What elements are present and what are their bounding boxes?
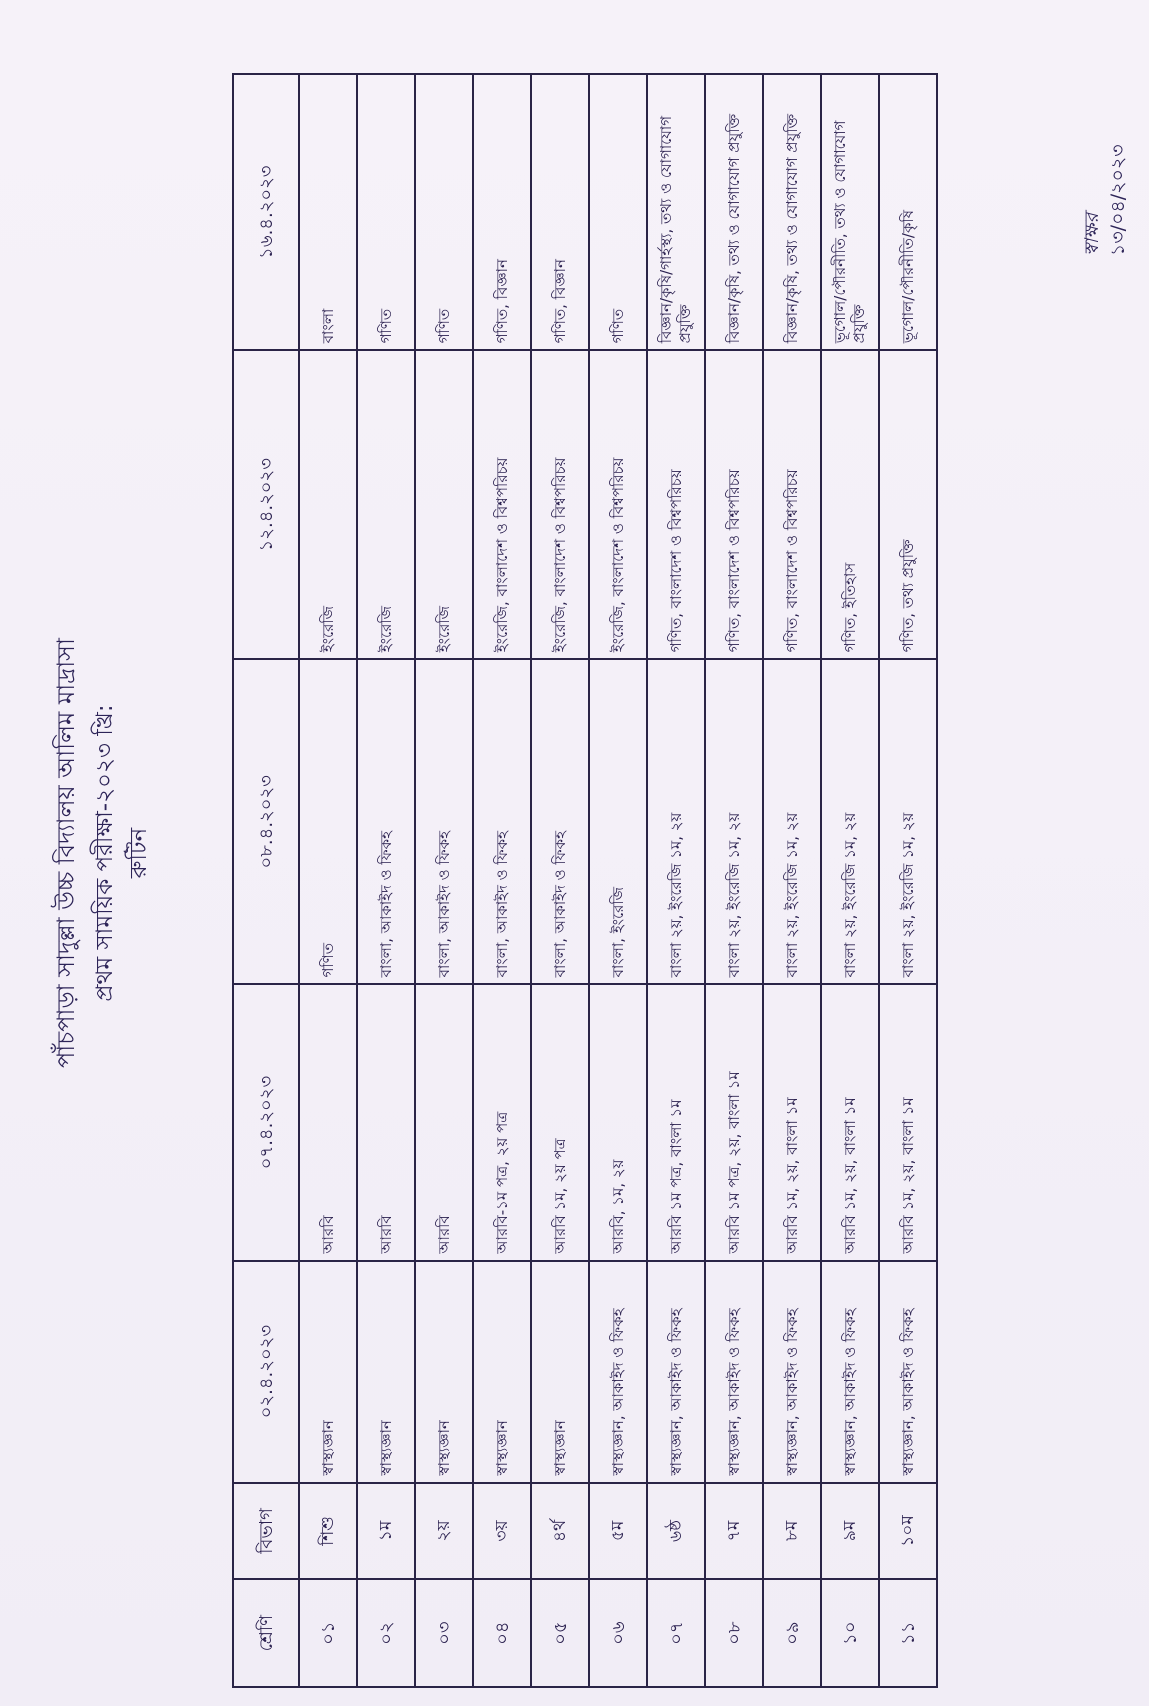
table-cell: ইংরেজি, বাংলাদেশ ও বিশ্বপরিচয় xyxy=(473,350,531,659)
table-cell: ইংরেজি, বাংলাদেশ ও বিশ্বপরিচয় xyxy=(589,350,647,659)
table-cell: আরবি ১ম পত্র, বাংলা ১ম xyxy=(647,984,705,1260)
table-cell: আরবি xyxy=(415,984,473,1260)
column-header: ১২.৪.২০২৩ xyxy=(233,350,299,659)
table-cell: ৯ম xyxy=(821,1483,879,1580)
table-cell: গণিত xyxy=(589,74,647,350)
table-cell: বাংলা ২য়, ইংরেজি ১ম, ২য় xyxy=(705,659,763,984)
table-cell: বাংলা, আকাইদ ও ফিকহ xyxy=(531,659,589,984)
table-cell: গণিত, বাংলাদেশ ও বিশ্বপরিচয় xyxy=(763,350,821,659)
table-cell: ৫ম xyxy=(589,1483,647,1580)
table-cell: ০৮ xyxy=(705,1579,763,1687)
table-cell: স্বাস্থ্যজ্ঞান xyxy=(531,1261,589,1483)
table-cell: ১০ xyxy=(821,1579,879,1687)
table-cell: স্বাস্থ্যজ্ঞান, আকাইদ ও ফিকহ xyxy=(705,1261,763,1483)
table-cell: বাংলা ২য়, ইংরেজি ১ম, ২য় xyxy=(821,659,879,984)
table-cell: আরবি ১ম, ২য়, বাংলা ১ম xyxy=(821,984,879,1260)
table-cell: ০৭ xyxy=(647,1579,705,1687)
table-header-row xyxy=(233,74,299,1687)
column-header: বিভাগ xyxy=(233,1483,299,1580)
table-cell: ইংরেজি xyxy=(415,350,473,659)
table-row xyxy=(415,74,473,1687)
table-row xyxy=(763,74,821,1687)
table-row xyxy=(705,74,763,1687)
table-cell: স্বাস্থ্যজ্ঞান, আকাইদ ও ফিকহ xyxy=(821,1261,879,1483)
table-row xyxy=(821,74,879,1687)
exam-routine-table xyxy=(232,73,938,1688)
table-row xyxy=(589,74,647,1687)
table-cell: ১০ম xyxy=(879,1483,937,1580)
table-cell: আরবি ১ম, ২য়, বাংলা ১ম xyxy=(879,984,937,1260)
table-cell: গণিত, বিজ্ঞান xyxy=(473,74,531,350)
table-cell: আরবি ১ম পত্র, ২য়, বাংলা ১ম xyxy=(705,984,763,1260)
document-title: পাঁচপাড়া সাদুল্লা উচ্চ বিদ্যালয় আলিম মাদ্রাসা xyxy=(52,638,80,1068)
table-cell: গণিত xyxy=(357,74,415,350)
table-cell: বাংলা, আকাইদ ও ফিকহ xyxy=(357,659,415,984)
table-cell: ০৪ xyxy=(473,1579,531,1687)
table-cell: বাংলা ২য়, ইংরেজি ১ম, ২য় xyxy=(879,659,937,984)
table-cell: বাংলা, ইংরেজি xyxy=(589,659,647,984)
table-cell: স্বাস্থ্যজ্ঞান xyxy=(357,1261,415,1483)
table-cell: আরবি-১ম পত্র, ২য় পত্র xyxy=(473,984,531,1260)
column-header: ০৭.৪.২০২৩ xyxy=(233,984,299,1260)
table-cell: ৬ষ্ঠ xyxy=(647,1483,705,1580)
table-cell: বিজ্ঞান/কৃষি, তথ্য ও যোগাযোগ প্রযুক্তি xyxy=(705,74,763,350)
table-cell: আরবি, ১ম, ২য় xyxy=(589,984,647,1260)
table-row xyxy=(357,74,415,1687)
table-cell: ৮ম xyxy=(763,1483,821,1580)
table-cell: ৩য় xyxy=(473,1483,531,1580)
table-row xyxy=(879,74,937,1687)
table-cell: ১ম xyxy=(357,1483,415,1580)
table-cell: স্বাস্থ্যজ্ঞান xyxy=(415,1261,473,1483)
table-cell: গণিত, বাংলাদেশ ও বিশ্বপরিচয় xyxy=(647,350,705,659)
table-cell: ভূগোল/পৌরনীতি, তথ্য ও যোগাযোগ প্রযুক্তি xyxy=(821,74,879,350)
table-cell: বিজ্ঞান/কৃষি, তথ্য ও যোগাযোগ প্রযুক্তি xyxy=(763,74,821,350)
table-cell: স্বাস্থ্যজ্ঞান, আকাইদ ও ফিকহ xyxy=(763,1261,821,1483)
table-cell: শিশু xyxy=(299,1483,357,1580)
table-cell: গণিত, বাংলাদেশ ও বিশ্বপরিচয় xyxy=(705,350,763,659)
table-cell: ইংরেজি xyxy=(357,350,415,659)
table-cell: স্বাস্থ্যজ্ঞান, আকাইদ ও ফিকহ xyxy=(589,1261,647,1483)
table-cell: আরবি xyxy=(299,984,357,1260)
table-cell: ভূগোল/পৌরনীতি/কৃষি xyxy=(879,74,937,350)
signature-date: ১৩/০৪/২০২৩ xyxy=(1107,144,1129,256)
table-cell: বিজ্ঞান/কৃষি/গার্হস্থ্য, তথ্য ও যোগাযোগ প্রযুক্তি xyxy=(647,74,705,350)
table-row xyxy=(299,74,357,1687)
column-header: ০৮.৪.২০২৩ xyxy=(233,659,299,984)
column-header: ১৬.৪.২০২৩ xyxy=(233,74,299,350)
table-cell: স্বাস্থ্যজ্ঞান, আকাইদ ও ফিকহ xyxy=(647,1261,705,1483)
table-row xyxy=(473,74,531,1687)
table-cell: ৭ম xyxy=(705,1483,763,1580)
table-cell: ০৯ xyxy=(763,1579,821,1687)
routine-label: রুটিন xyxy=(126,827,152,879)
table-cell: গণিত xyxy=(299,659,357,984)
table-cell: ০১ xyxy=(299,1579,357,1687)
exam-subtitle: প্রথম সাময়িক পরীক্ষা-২০২৩ খ্রি: xyxy=(92,704,118,1002)
table-cell: ইংরেজি xyxy=(299,350,357,659)
table-cell: বাংলা, আকাইদ ও ফিকহ xyxy=(473,659,531,984)
table-cell: স্বাস্থ্যজ্ঞান xyxy=(473,1261,531,1483)
table-cell: স্বাস্থ্যজ্ঞান xyxy=(299,1261,357,1483)
table-cell: বাংলা ২য়, ইংরেজি ১ম, ২য় xyxy=(763,659,821,984)
table-cell: গণিত, ইতিহাস xyxy=(821,350,879,659)
column-header: শ্রেণি xyxy=(233,1579,299,1687)
table-row xyxy=(531,74,589,1687)
table-cell: ০২ xyxy=(357,1579,415,1687)
table-cell: গণিত xyxy=(415,74,473,350)
table-cell: আরবি ১ম, ২য় পত্র xyxy=(531,984,589,1260)
table-cell: বাংলা ২য়, ইংরেজি ১ম, ২য় xyxy=(647,659,705,984)
column-header: ০২.৪.২০২৩ xyxy=(233,1261,299,1483)
table-cell: আরবি ১ম, ২য়, বাংলা ১ম xyxy=(763,984,821,1260)
table-cell: আরবি xyxy=(357,984,415,1260)
table-cell: ০৬ xyxy=(589,1579,647,1687)
table-cell: ০৩ xyxy=(415,1579,473,1687)
table-row xyxy=(647,74,705,1687)
table-cell: ৪র্থ xyxy=(531,1483,589,1580)
table-cell: স্বাস্থ্যজ্ঞান, আকাইদ ও ফিকহ xyxy=(879,1261,937,1483)
signature: স্বাক্ষর xyxy=(1081,213,1103,256)
table-cell: বাংলা, আকাইদ ও ফিকহ xyxy=(415,659,473,984)
table-cell: বাংলা xyxy=(299,74,357,350)
table-cell: ইংরেজি, বাংলাদেশ ও বিশ্বপরিচয় xyxy=(531,350,589,659)
table-body xyxy=(233,74,937,1687)
table-cell: গণিত, তথ্য প্রযুক্তি xyxy=(879,350,937,659)
table-cell: গণিত, বিজ্ঞান xyxy=(531,74,589,350)
table-cell: ২য় xyxy=(415,1483,473,1580)
table-cell: ১১ xyxy=(879,1579,937,1687)
table-cell: ০৫ xyxy=(531,1579,589,1687)
